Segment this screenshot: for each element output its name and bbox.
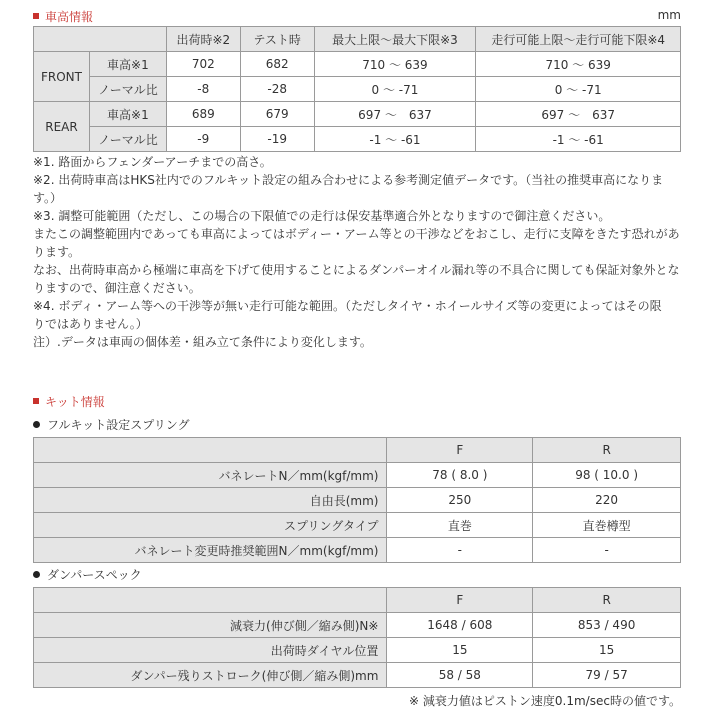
- height-table: [33, 26, 681, 152]
- header-cell: テスト時: [240, 27, 314, 52]
- row-label: 車高※1: [89, 52, 166, 77]
- bullet-icon: [33, 421, 40, 428]
- note-line: ※2. 出荷時車高はHKS社内でのフルキット設定の組み合わせによる参考測定値データです。（当社の推奨車高になりま: [33, 173, 664, 187]
- table-cell: 0 ～ -71: [476, 77, 681, 102]
- table-cell: -: [533, 538, 681, 563]
- table-cell: 679: [240, 102, 314, 127]
- damper-subtitle: ダンパースペック: [33, 566, 142, 583]
- group-label-front: FRONT: [34, 52, 90, 102]
- header-cell: F: [387, 588, 533, 613]
- row-label: ノーマル比: [89, 127, 166, 152]
- table-cell: -19: [240, 127, 314, 152]
- table-cell: 直巻樽型: [533, 513, 681, 538]
- spring-table: [33, 437, 681, 563]
- header-cell: R: [533, 588, 681, 613]
- spring-header-row: [34, 438, 681, 463]
- table-cell: -8: [166, 77, 240, 102]
- spring-subtitle: フルキット設定スプリング: [33, 416, 190, 433]
- note-line: す。）: [33, 191, 63, 205]
- header-cell: R: [533, 438, 681, 463]
- row-label: ダンパー残りストローク(伸び側／縮み側)mm: [34, 663, 387, 688]
- row-label: 減衰力(伸び側／縮み側)N※: [34, 613, 387, 638]
- table-row: [34, 488, 681, 513]
- note-line: りますので、御注意ください。: [33, 281, 201, 295]
- damper-header-row: [34, 588, 681, 613]
- table-row: [34, 77, 681, 102]
- table-cell: 58 / 58: [387, 663, 533, 688]
- table-cell: 682: [240, 52, 314, 77]
- table-row: [34, 663, 681, 688]
- table-cell: 697 ～ 637: [476, 102, 681, 127]
- note-line: またこの調整範囲内であっても車高によってはボディー・アーム等との干渉などをおこし、走行に支障をきたす恐れがあ: [33, 227, 680, 241]
- table-row: [34, 52, 681, 77]
- note-line: ※4. ボディ・アーム等への干渉等が無い走行可能な範囲。（ただしタイヤ・ホイールサイズ等の変更によってはその限: [33, 299, 662, 313]
- note-line: ります。: [33, 245, 81, 259]
- table-cell: 689: [166, 102, 240, 127]
- table-cell: 220: [533, 488, 681, 513]
- row-label: ノーマル比: [89, 77, 166, 102]
- bullet-icon: [33, 571, 40, 578]
- table-row: [34, 638, 681, 663]
- square-bullet-icon: [33, 13, 39, 19]
- row-label: 出荷時ダイヤル位置: [34, 638, 387, 663]
- square-bullet-icon: [33, 398, 39, 404]
- header-cell: 最大上限～最大下限※3: [314, 27, 476, 52]
- table-cell: 直巻: [387, 513, 533, 538]
- height-notes: [33, 153, 683, 351]
- note-line: りではありません。）: [33, 317, 148, 331]
- row-label: バネレート変更時推奨範囲N／mm(kgf/mm): [34, 538, 387, 563]
- header-cell: 走行可能上限～走行可能下限※4: [476, 27, 681, 52]
- kit-section-title: キット情報: [33, 393, 105, 410]
- damper-table: [33, 587, 681, 688]
- table-cell: 853 / 490: [533, 613, 681, 638]
- note-line: なお、出荷時車高から極端に車高を下げて使用することによるダンパーオイル漏れ等の不具合に関しても保証対象外とな: [33, 263, 680, 277]
- row-label: 自由長(mm): [34, 488, 387, 513]
- height-header-row: [34, 27, 681, 52]
- row-label: スプリングタイプ: [34, 513, 387, 538]
- table-row: [34, 127, 681, 152]
- table-cell: 1648 / 608: [387, 613, 533, 638]
- table-cell: 710 ～ 639: [476, 52, 681, 77]
- row-label: バネレートN／mm(kgf/mm): [34, 463, 387, 488]
- table-cell: 0 ～ -71: [314, 77, 476, 102]
- group-label-rear: REAR: [34, 102, 90, 152]
- table-row: [34, 613, 681, 638]
- table-cell: -28: [240, 77, 314, 102]
- row-label: 車高※1: [89, 102, 166, 127]
- table-cell: 15: [533, 638, 681, 663]
- table-cell: 710 ～ 639: [314, 52, 476, 77]
- damper-footnote: ※ 減衰力値はピストン速度0.1m/sec時の値です。: [409, 694, 681, 708]
- height-section-title: 車高情報: [33, 8, 93, 25]
- table-cell: 15: [387, 638, 533, 663]
- note-line: 注）.データは車両の個体差・組み立て条件により変化します。: [33, 335, 372, 349]
- table-cell: -1 ～ -61: [476, 127, 681, 152]
- unit-label: mm: [657, 8, 681, 22]
- note-line: ※1. 路面からフェンダーアーチまでの高さ。: [33, 155, 272, 169]
- table-cell: 702: [166, 52, 240, 77]
- table-cell: 250: [387, 488, 533, 513]
- header-cell: F: [387, 438, 533, 463]
- table-cell: -1 ～ -61: [314, 127, 476, 152]
- table-cell: 79 / 57: [533, 663, 681, 688]
- table-cell: 98 ( 10.0 ): [533, 463, 681, 488]
- table-row: [34, 538, 681, 563]
- table-row: [34, 513, 681, 538]
- note-line: ※3. 調整可能範囲（ただし、この場合の下限値での走行は保安基準適合外となりますので御注意ください。: [33, 209, 611, 223]
- table-cell: 697 ～ 637: [314, 102, 476, 127]
- table-cell: 78 ( 8.0 ): [387, 463, 533, 488]
- table-row: [34, 463, 681, 488]
- table-row: [34, 102, 681, 127]
- header-cell: 出荷時※2: [166, 27, 240, 52]
- table-cell: -: [387, 538, 533, 563]
- table-cell: -9: [166, 127, 240, 152]
